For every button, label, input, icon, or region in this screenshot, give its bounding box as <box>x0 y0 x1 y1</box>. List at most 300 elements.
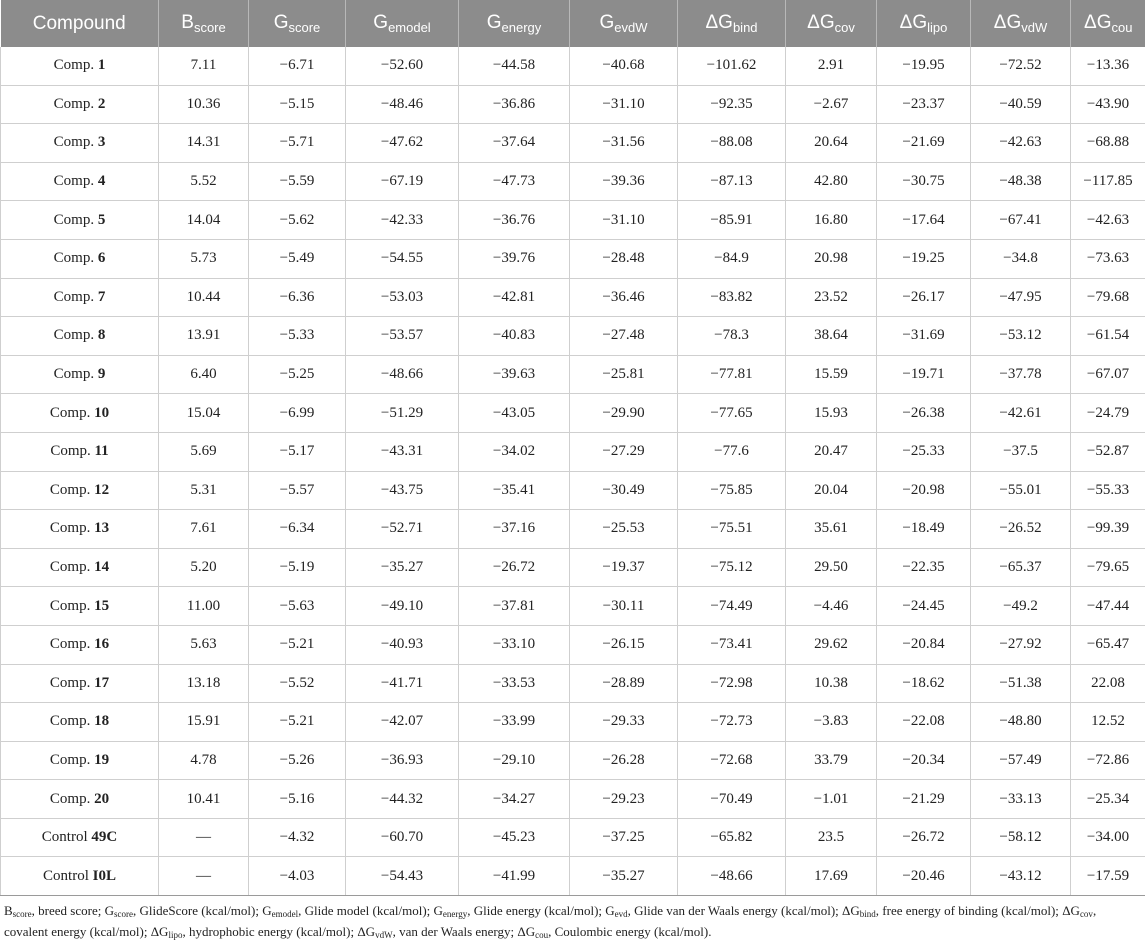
value-cell: −5.33 <box>249 317 346 356</box>
value-cell: −28.89 <box>570 664 678 703</box>
compound-id: 11 <box>95 443 109 459</box>
value-cell: −26.52 <box>971 510 1071 549</box>
value-cell: −85.91 <box>678 201 786 240</box>
value-cell: 23.5 <box>786 818 877 857</box>
value-cell: −72.68 <box>678 741 786 780</box>
value-cell: −22.35 <box>877 548 971 587</box>
value-cell: −77.65 <box>678 394 786 433</box>
table-row <box>1 548 1145 587</box>
compound-prefix: Comp. <box>50 443 94 459</box>
value-cell: −37.81 <box>459 587 570 626</box>
value-cell: −20.98 <box>877 471 971 510</box>
value-cell: −20.46 <box>877 857 971 896</box>
value-cell: 2.91 <box>786 47 877 85</box>
value-cell: −24.79 <box>1071 394 1145 433</box>
value-cell: −25.33 <box>877 432 971 471</box>
value-cell: −48.38 <box>971 162 1071 201</box>
table-row <box>1 664 1145 703</box>
value-cell: −34.00 <box>1071 818 1145 857</box>
footnote-symbol: G <box>605 903 614 918</box>
value-cell: −25.34 <box>1071 780 1145 819</box>
value-cell: −5.21 <box>249 703 346 742</box>
table-row <box>1 162 1145 201</box>
value-cell: −52.71 <box>346 510 459 549</box>
compound-prefix: Comp. <box>50 482 94 498</box>
value-cell: −20.34 <box>877 741 971 780</box>
value-cell: 14.04 <box>159 201 249 240</box>
value-cell: −17.59 <box>1071 857 1145 896</box>
compound-prefix: Comp. <box>50 405 94 421</box>
value-cell: −31.56 <box>570 124 678 163</box>
value-cell: −84.9 <box>678 239 786 278</box>
compound-id: 16 <box>94 636 109 652</box>
value-cell: −49.10 <box>346 587 459 626</box>
table-row <box>1 85 1145 124</box>
value-cell: 5.63 <box>159 625 249 664</box>
compound-prefix: Control <box>43 868 93 884</box>
value-cell: 23.52 <box>786 278 877 317</box>
value-cell: 10.36 <box>159 85 249 124</box>
value-cell: −48.80 <box>971 703 1071 742</box>
compound-cell <box>1 394 159 433</box>
value-cell: −26.72 <box>459 548 570 587</box>
footnote-definition: , covalent energy (kcal/mol); <box>4 903 1099 939</box>
value-cell: −31.10 <box>570 201 678 240</box>
value-cell: −65.82 <box>678 818 786 857</box>
compound-cell <box>1 85 159 124</box>
compound-id: 5 <box>98 212 106 228</box>
value-cell: −5.15 <box>249 85 346 124</box>
value-cell: −30.75 <box>877 162 971 201</box>
value-cell: −44.32 <box>346 780 459 819</box>
compound-cell <box>1 625 159 664</box>
table-body <box>1 47 1145 896</box>
footnote-symbol-sub: emodel <box>272 909 299 919</box>
compound-cell <box>1 471 159 510</box>
compound-prefix: Comp. <box>50 598 94 614</box>
column-header-sub: lipo <box>927 20 947 35</box>
value-cell: −75.51 <box>678 510 786 549</box>
value-cell: −57.49 <box>971 741 1071 780</box>
column-header-sub: score <box>194 20 226 35</box>
value-cell: −5.59 <box>249 162 346 201</box>
value-cell: −1.01 <box>786 780 877 819</box>
value-cell: −48.66 <box>678 857 786 896</box>
compound-id: 13 <box>94 520 109 536</box>
value-cell: −30.11 <box>570 587 678 626</box>
value-cell: −5.71 <box>249 124 346 163</box>
compound-id: 20 <box>94 791 109 807</box>
column-header-main: ΔG <box>807 12 834 33</box>
value-cell: −67.07 <box>1071 355 1145 394</box>
value-cell: 10.38 <box>786 664 877 703</box>
compound-prefix: Comp. <box>54 57 98 73</box>
value-cell: −34.8 <box>971 239 1071 278</box>
value-cell: −43.05 <box>459 394 570 433</box>
value-cell: −6.36 <box>249 278 346 317</box>
table-header-row <box>1 0 1145 47</box>
value-cell: −42.63 <box>1071 201 1145 240</box>
value-cell: 29.62 <box>786 625 877 664</box>
compound-prefix: Comp. <box>54 96 98 112</box>
compound-cell <box>1 857 159 896</box>
value-cell: −40.68 <box>570 47 678 85</box>
value-cell: −18.49 <box>877 510 971 549</box>
value-cell: 6.40 <box>159 355 249 394</box>
value-cell: 15.93 <box>786 394 877 433</box>
value-cell: −72.98 <box>678 664 786 703</box>
column-header <box>346 0 459 47</box>
value-cell: −5.57 <box>249 471 346 510</box>
compound-prefix: Comp. <box>50 636 94 652</box>
value-cell: −36.93 <box>346 741 459 780</box>
compound-prefix: Comp. <box>50 791 94 807</box>
table-row <box>1 625 1145 664</box>
value-cell: 20.47 <box>786 432 877 471</box>
value-cell: −117.85 <box>1071 162 1145 201</box>
footnote-symbol-sub: evd <box>615 909 628 919</box>
value-cell: −26.28 <box>570 741 678 780</box>
value-cell: −24.45 <box>877 587 971 626</box>
value-cell: −25.81 <box>570 355 678 394</box>
table-row <box>1 355 1145 394</box>
value-cell: −26.38 <box>877 394 971 433</box>
compound-id: 17 <box>94 675 109 691</box>
value-cell: −29.10 <box>459 741 570 780</box>
compound-id: 19 <box>94 752 109 768</box>
compound-cell <box>1 317 159 356</box>
column-header <box>159 0 249 47</box>
footnote-definition: , GlideScore (kcal/mol); <box>133 903 262 918</box>
value-cell: 5.52 <box>159 162 249 201</box>
value-cell: −5.26 <box>249 741 346 780</box>
value-cell: −42.63 <box>971 124 1071 163</box>
value-cell: −36.76 <box>459 201 570 240</box>
table-row <box>1 47 1145 85</box>
value-cell: −28.48 <box>570 239 678 278</box>
footnote-symbol: ΔG <box>842 903 860 918</box>
footnote-symbol: ΔG <box>517 924 535 939</box>
value-cell: 20.98 <box>786 239 877 278</box>
value-cell: −37.78 <box>971 355 1071 394</box>
value-cell: 22.08 <box>1071 664 1145 703</box>
compound-prefix: Comp. <box>50 559 94 575</box>
table-row <box>1 201 1145 240</box>
value-cell: — <box>159 857 249 896</box>
footnote-symbol: B <box>4 903 13 918</box>
value-cell: −79.65 <box>1071 548 1145 587</box>
footnote-definition: , breed score; <box>32 903 105 918</box>
value-cell: 35.61 <box>786 510 877 549</box>
column-header-main: ΔG <box>705 12 732 33</box>
value-cell: −22.08 <box>877 703 971 742</box>
value-cell: −78.3 <box>678 317 786 356</box>
value-cell: −75.85 <box>678 471 786 510</box>
compound-cell <box>1 355 159 394</box>
value-cell: −42.07 <box>346 703 459 742</box>
value-cell: −40.93 <box>346 625 459 664</box>
footnote-symbol-sub: energy <box>443 909 467 919</box>
compound-prefix: Comp. <box>54 212 98 228</box>
value-cell: −73.41 <box>678 625 786 664</box>
value-cell: −43.31 <box>346 432 459 471</box>
value-cell: −36.46 <box>570 278 678 317</box>
column-header <box>459 0 570 47</box>
compound-id: 1 <box>98 57 106 73</box>
value-cell: −29.33 <box>570 703 678 742</box>
footnote-symbol-sub: vdW <box>375 930 393 940</box>
value-cell: −55.01 <box>971 471 1071 510</box>
value-cell: −35.41 <box>459 471 570 510</box>
column-header-sub: energy <box>502 20 542 35</box>
value-cell: −47.44 <box>1071 587 1145 626</box>
value-cell: −87.13 <box>678 162 786 201</box>
compound-cell <box>1 510 159 549</box>
value-cell: −48.46 <box>346 85 459 124</box>
footnote-symbol-sub: score <box>13 909 32 919</box>
compound-cell <box>1 47 159 85</box>
column-header-main: B <box>181 12 194 33</box>
value-cell: −61.54 <box>1071 317 1145 356</box>
value-cell: −37.25 <box>570 818 678 857</box>
value-cell: −43.75 <box>346 471 459 510</box>
value-cell: 13.18 <box>159 664 249 703</box>
value-cell: 29.50 <box>786 548 877 587</box>
value-cell: −3.83 <box>786 703 877 742</box>
value-cell: −43.90 <box>1071 85 1145 124</box>
column-header <box>877 0 971 47</box>
compound-cell <box>1 201 159 240</box>
value-cell: −17.64 <box>877 201 971 240</box>
value-cell: — <box>159 818 249 857</box>
value-cell: −35.27 <box>570 857 678 896</box>
value-cell: −49.2 <box>971 587 1071 626</box>
value-cell: −47.62 <box>346 124 459 163</box>
value-cell: −40.59 <box>971 85 1071 124</box>
column-header <box>971 0 1071 47</box>
table-row <box>1 394 1145 433</box>
value-cell: −29.23 <box>570 780 678 819</box>
value-cell: −47.73 <box>459 162 570 201</box>
value-cell: −34.27 <box>459 780 570 819</box>
value-cell: 13.91 <box>159 317 249 356</box>
table-row <box>1 317 1145 356</box>
value-cell: −6.71 <box>249 47 346 85</box>
compound-prefix: Comp. <box>50 713 94 729</box>
table-row <box>1 278 1145 317</box>
value-cell: 5.73 <box>159 239 249 278</box>
compound-id: 4 <box>98 173 106 189</box>
footnote-symbol: ΔG <box>357 924 375 939</box>
compound-id: 3 <box>98 134 106 150</box>
value-cell: −52.87 <box>1071 432 1145 471</box>
value-cell: −74.49 <box>678 587 786 626</box>
value-cell: −72.52 <box>971 47 1071 85</box>
value-cell: −27.92 <box>971 625 1071 664</box>
compound-cell <box>1 124 159 163</box>
value-cell: −77.6 <box>678 432 786 471</box>
value-cell: 17.69 <box>786 857 877 896</box>
value-cell: −42.61 <box>971 394 1071 433</box>
column-header-sub: cou <box>1112 20 1133 35</box>
value-cell: −65.47 <box>1071 625 1145 664</box>
compound-id: 8 <box>98 327 106 343</box>
value-cell: −53.03 <box>346 278 459 317</box>
compound-id: 49C <box>91 829 117 845</box>
value-cell: 5.20 <box>159 548 249 587</box>
value-cell: −18.62 <box>877 664 971 703</box>
value-cell: −79.68 <box>1071 278 1145 317</box>
value-cell: −26.72 <box>877 818 971 857</box>
footnote-definition: , Glide van der Waals energy (kcal/mol); <box>628 903 842 918</box>
table-row <box>1 471 1145 510</box>
value-cell: 16.80 <box>786 201 877 240</box>
footnote-definition: , Coulombic energy (kcal/mol). <box>548 924 711 939</box>
compound-cell <box>1 162 159 201</box>
value-cell: 20.04 <box>786 471 877 510</box>
table-row <box>1 818 1145 857</box>
value-cell: −67.19 <box>346 162 459 201</box>
value-cell: −37.16 <box>459 510 570 549</box>
compound-id: 18 <box>94 713 109 729</box>
value-cell: −13.36 <box>1071 47 1145 85</box>
compound-prefix: Comp. <box>50 520 94 536</box>
compound-cell <box>1 239 159 278</box>
value-cell: −5.49 <box>249 239 346 278</box>
table-row <box>1 780 1145 819</box>
compound-cell <box>1 587 159 626</box>
value-cell: −51.38 <box>971 664 1071 703</box>
value-cell: 5.31 <box>159 471 249 510</box>
column-header-sub: emodel <box>388 20 431 35</box>
value-cell: −4.32 <box>249 818 346 857</box>
table-row <box>1 703 1145 742</box>
column-header-sub: vdW <box>1021 20 1047 35</box>
column-header-sub: evdW <box>614 20 647 35</box>
value-cell: −52.60 <box>346 47 459 85</box>
value-cell: −40.83 <box>459 317 570 356</box>
value-cell: −19.37 <box>570 548 678 587</box>
column-header-main: Compound <box>33 13 126 34</box>
value-cell: −31.10 <box>570 85 678 124</box>
value-cell: −5.21 <box>249 625 346 664</box>
value-cell: −19.95 <box>877 47 971 85</box>
value-cell: −19.71 <box>877 355 971 394</box>
table-footnote <box>4 902 1141 944</box>
value-cell: −54.43 <box>346 857 459 896</box>
compound-id: 14 <box>94 559 109 575</box>
value-cell: −33.10 <box>459 625 570 664</box>
value-cell: −6.34 <box>249 510 346 549</box>
value-cell: −29.90 <box>570 394 678 433</box>
value-cell: −5.19 <box>249 548 346 587</box>
value-cell: −26.15 <box>570 625 678 664</box>
footnote-symbol: ΔG <box>1062 903 1080 918</box>
value-cell: −5.62 <box>249 201 346 240</box>
footnote-definition: , van der Waals energy; <box>393 924 518 939</box>
column-header <box>786 0 877 47</box>
value-cell: 11.00 <box>159 587 249 626</box>
compound-prefix: Control <box>42 829 92 845</box>
value-cell: −65.37 <box>971 548 1071 587</box>
footnote-definition: , hydrophobic energy (kcal/mol); <box>182 924 357 939</box>
compound-prefix: Comp. <box>54 289 98 305</box>
compound-id: 9 <box>98 366 106 382</box>
column-header-main: ΔG <box>994 12 1021 33</box>
value-cell: 10.44 <box>159 278 249 317</box>
value-cell: −42.81 <box>459 278 570 317</box>
compound-id: 2 <box>98 96 106 112</box>
value-cell: 15.91 <box>159 703 249 742</box>
table-row <box>1 587 1145 626</box>
value-cell: −33.99 <box>459 703 570 742</box>
footnote-definition: , free energy of binding (kcal/mol); <box>876 903 1062 918</box>
value-cell: −45.23 <box>459 818 570 857</box>
footnote-symbol-sub: cou <box>535 930 548 940</box>
column-header-main: ΔG <box>900 12 927 33</box>
value-cell: −31.69 <box>877 317 971 356</box>
value-cell: −39.36 <box>570 162 678 201</box>
value-cell: −2.67 <box>786 85 877 124</box>
value-cell: −27.48 <box>570 317 678 356</box>
footnote-symbol-sub: cov <box>1080 909 1093 919</box>
value-cell: −25.53 <box>570 510 678 549</box>
table-row <box>1 510 1145 549</box>
compound-prefix: Comp. <box>50 752 94 768</box>
footnote-definition: , Glide energy (kcal/mol); <box>467 903 605 918</box>
value-cell: 5.69 <box>159 432 249 471</box>
value-cell: −20.84 <box>877 625 971 664</box>
value-cell: −37.64 <box>459 124 570 163</box>
value-cell: 38.64 <box>786 317 877 356</box>
column-header-sub: bind <box>733 20 758 35</box>
table-row <box>1 124 1145 163</box>
value-cell: 15.59 <box>786 355 877 394</box>
column-header-main: ΔG <box>1084 12 1111 33</box>
value-cell: −35.27 <box>346 548 459 587</box>
value-cell: −19.25 <box>877 239 971 278</box>
value-cell: −26.17 <box>877 278 971 317</box>
compound-cell <box>1 432 159 471</box>
compound-id: 10 <box>94 405 109 421</box>
table-row <box>1 239 1145 278</box>
compound-cell <box>1 818 159 857</box>
compound-prefix: Comp. <box>54 250 98 266</box>
compound-prefix: Comp. <box>54 134 98 150</box>
compound-id: I0L <box>93 868 116 884</box>
table-row <box>1 857 1145 896</box>
value-cell: −23.37 <box>877 85 971 124</box>
column-header-main: G <box>599 12 614 33</box>
compound-id: 15 <box>94 598 109 614</box>
value-cell: −5.25 <box>249 355 346 394</box>
compound-cell <box>1 703 159 742</box>
value-cell: −48.66 <box>346 355 459 394</box>
value-cell: −43.12 <box>971 857 1071 896</box>
compound-cell <box>1 548 159 587</box>
compound-id: 7 <box>98 289 106 305</box>
value-cell: 33.79 <box>786 741 877 780</box>
footnote-symbol: G <box>434 903 443 918</box>
value-cell: −27.29 <box>570 432 678 471</box>
column-header <box>570 0 678 47</box>
value-cell: 4.78 <box>159 741 249 780</box>
value-cell: −36.86 <box>459 85 570 124</box>
value-cell: −51.29 <box>346 394 459 433</box>
table-row <box>1 432 1145 471</box>
value-cell: −68.88 <box>1071 124 1145 163</box>
value-cell: −21.29 <box>877 780 971 819</box>
